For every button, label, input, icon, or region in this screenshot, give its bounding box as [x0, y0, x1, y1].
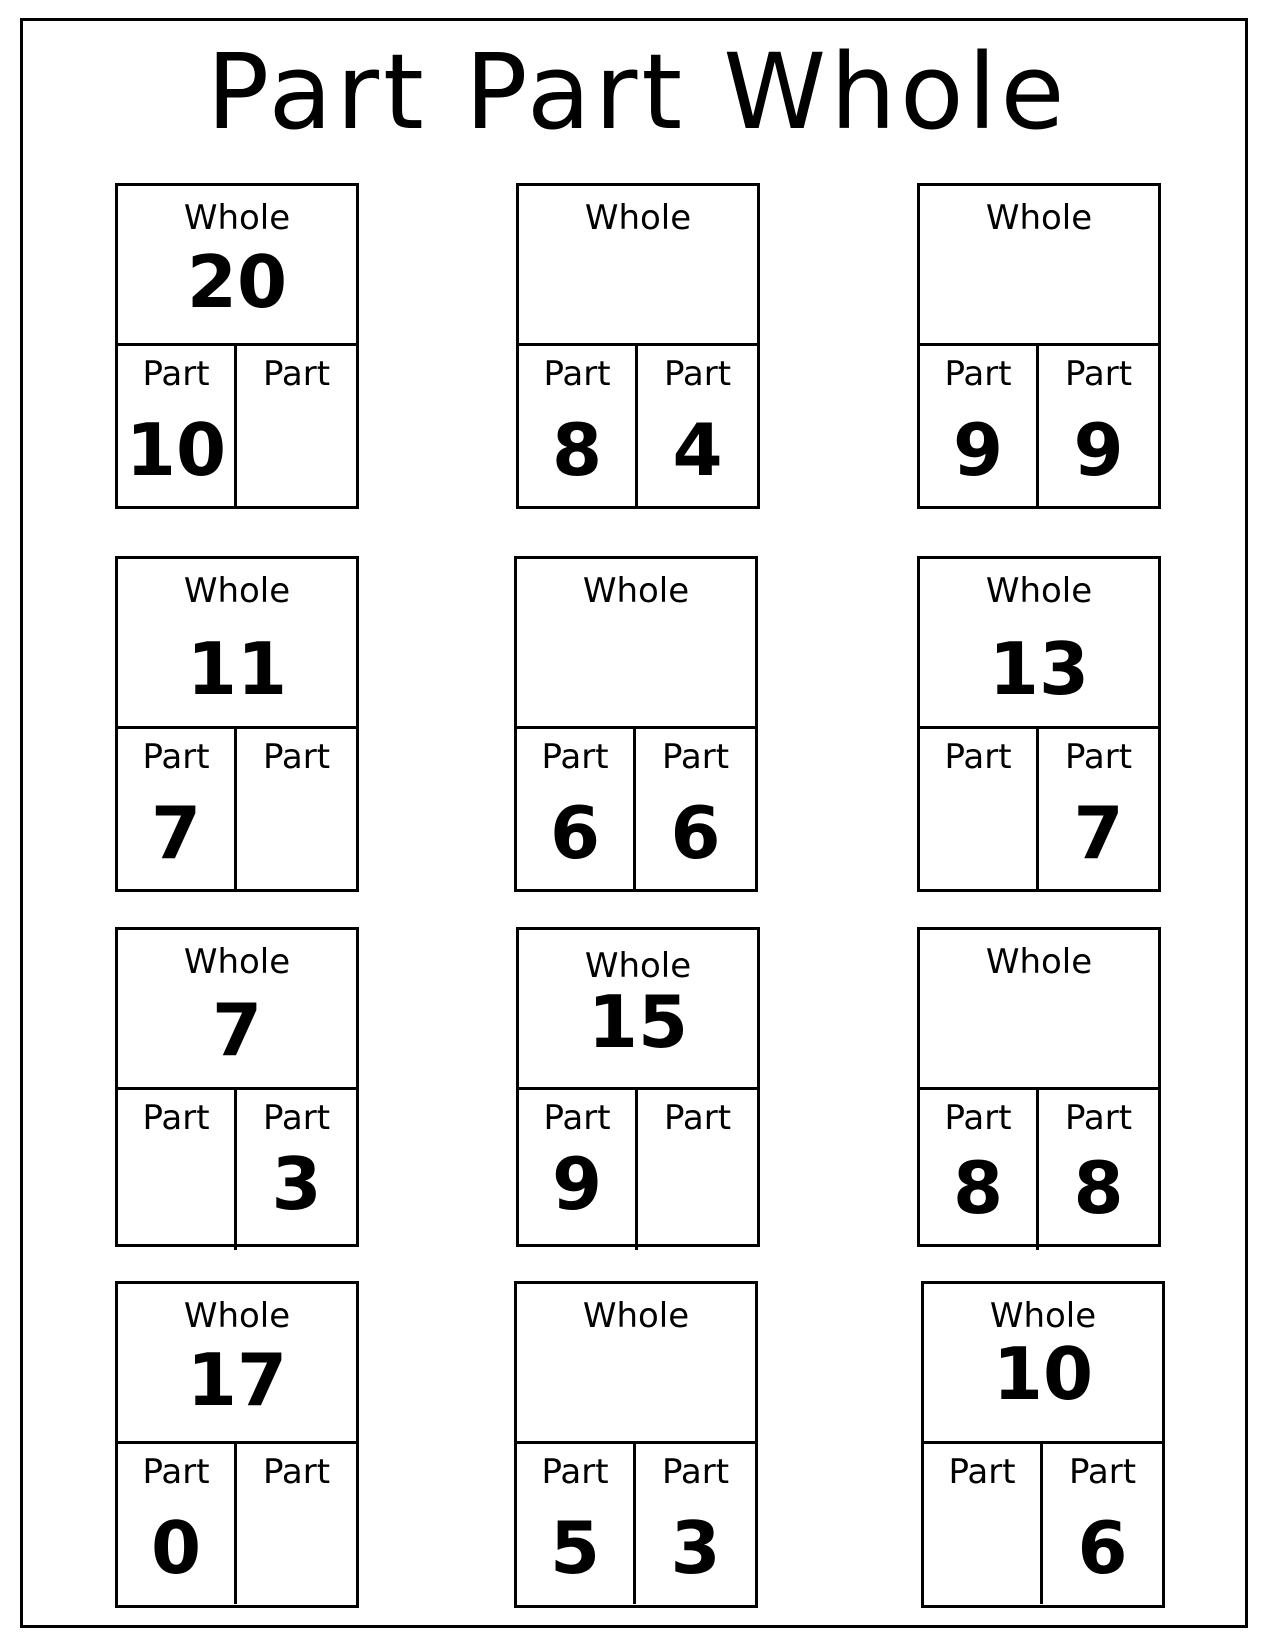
whole-value: 7 [211, 988, 263, 1072]
part-label: Part [543, 1098, 611, 1138]
whole-label: Whole [985, 942, 1093, 982]
part-value: 6 [670, 791, 721, 875]
part-label: Part [1064, 737, 1133, 777]
ppw-box-5 [514, 556, 758, 892]
parts-row [519, 346, 757, 506]
part-cell-right [636, 729, 755, 889]
part-value: 0 [150, 1506, 202, 1590]
part-cell-left [924, 1444, 1043, 1604]
part-cell-left [517, 1444, 636, 1604]
parts-row [517, 729, 755, 889]
part-cell-right [636, 1444, 755, 1604]
part-cell-left [118, 1090, 237, 1250]
parts-row [519, 1090, 757, 1250]
whole-cell [118, 559, 356, 729]
whole-label: Whole [989, 1296, 1097, 1336]
whole-value: 17 [186, 1338, 288, 1422]
part-value: 7 [1073, 791, 1124, 875]
part-label: Part [663, 354, 732, 394]
ppw-box-12 [921, 1281, 1165, 1608]
whole-cell [519, 930, 757, 1090]
part-label: Part [262, 354, 331, 394]
part-cell-right [237, 346, 356, 506]
part-value: 3 [271, 1142, 322, 1226]
parts-row [118, 729, 356, 889]
parts-row [118, 346, 356, 506]
whole-cell [924, 1284, 1162, 1444]
ppw-box-3 [917, 183, 1161, 509]
whole-label: Whole [985, 198, 1093, 238]
whole-label: Whole [582, 571, 690, 611]
part-cell-right [237, 729, 356, 889]
part-cell-right [1039, 729, 1158, 889]
whole-cell [517, 1284, 755, 1444]
part-cell-left [118, 346, 237, 506]
whole-cell [118, 1284, 356, 1444]
part-value: 8 [551, 408, 603, 492]
whole-value: 11 [186, 627, 288, 711]
part-cell-left [517, 729, 636, 889]
part-value: 9 [551, 1142, 603, 1226]
part-label: Part [541, 1452, 609, 1492]
part-label: Part [142, 737, 210, 777]
part-label: Part [661, 1452, 730, 1492]
page-title: Part Part Whole [206, 31, 1069, 153]
parts-row [118, 1444, 356, 1604]
parts-row [517, 1444, 755, 1604]
ppw-box-2 [516, 183, 760, 509]
parts-row [118, 1090, 356, 1250]
whole-value: 15 [587, 980, 689, 1064]
part-cell-left [118, 729, 237, 889]
whole-label: Whole [985, 571, 1093, 611]
part-cell-right [638, 1090, 757, 1250]
ppw-box-1 [115, 183, 359, 509]
part-label: Part [944, 1098, 1012, 1138]
ppw-box-11 [514, 1281, 758, 1608]
ppw-box-8 [516, 927, 760, 1247]
part-cell-right [1039, 1090, 1158, 1250]
part-cell-left [118, 1444, 237, 1604]
ppw-box-9 [917, 927, 1161, 1247]
parts-row [920, 346, 1158, 506]
part-label: Part [262, 1098, 331, 1138]
whole-value: 20 [186, 240, 288, 324]
part-cell-left [920, 1090, 1039, 1250]
part-label: Part [142, 1452, 210, 1492]
whole-label: Whole [183, 198, 291, 238]
whole-cell [118, 186, 356, 346]
part-value: 6 [549, 791, 601, 875]
part-value: 3 [670, 1506, 721, 1590]
whole-cell [118, 930, 356, 1090]
whole-cell [517, 559, 755, 729]
part-label: Part [1068, 1452, 1137, 1492]
part-cell-left [920, 346, 1039, 506]
part-label: Part [944, 354, 1012, 394]
ppw-box-4 [115, 556, 359, 892]
part-value: 8 [952, 1146, 1004, 1230]
part-value: 7 [150, 791, 202, 875]
part-value: 6 [1077, 1506, 1128, 1590]
whole-cell [920, 559, 1158, 729]
parts-row [920, 729, 1158, 889]
parts-row [920, 1090, 1158, 1250]
part-cell-right [1039, 346, 1158, 506]
part-cell-left [519, 1090, 638, 1250]
ppw-box-7 [115, 927, 359, 1247]
part-label: Part [262, 1452, 331, 1492]
part-cell-right [237, 1090, 356, 1250]
whole-label: Whole [584, 198, 692, 238]
part-cell-left [920, 729, 1039, 889]
part-label: Part [1064, 354, 1133, 394]
part-label: Part [944, 737, 1012, 777]
part-value: 4 [672, 408, 723, 492]
part-label: Part [543, 354, 611, 394]
part-label: Part [541, 737, 609, 777]
part-label: Part [661, 737, 730, 777]
ppw-box-6 [917, 556, 1161, 892]
whole-value: 13 [988, 627, 1090, 711]
part-value: 10 [125, 408, 227, 492]
part-value: 9 [1073, 408, 1124, 492]
part-value: 8 [1073, 1146, 1124, 1230]
whole-label: Whole [183, 942, 291, 982]
part-label: Part [948, 1452, 1016, 1492]
part-cell-right [1043, 1444, 1162, 1604]
part-value: 9 [952, 408, 1004, 492]
whole-label: Whole [183, 571, 291, 611]
whole-value: 10 [992, 1332, 1094, 1416]
part-label: Part [142, 1098, 210, 1138]
ppw-box-10 [115, 1281, 359, 1608]
whole-label: Whole [183, 1296, 291, 1336]
whole-cell [920, 930, 1158, 1090]
whole-cell [920, 186, 1158, 346]
part-label: Part [262, 737, 331, 777]
parts-row [924, 1444, 1162, 1604]
whole-label: Whole [582, 1296, 690, 1336]
part-label: Part [142, 354, 210, 394]
part-value: 5 [549, 1506, 601, 1590]
whole-label: Whole [584, 946, 692, 986]
part-cell-right [237, 1444, 356, 1604]
part-cell-right [638, 346, 757, 506]
whole-cell [519, 186, 757, 346]
part-cell-left [519, 346, 638, 506]
part-label: Part [1064, 1098, 1133, 1138]
part-label: Part [663, 1098, 732, 1138]
